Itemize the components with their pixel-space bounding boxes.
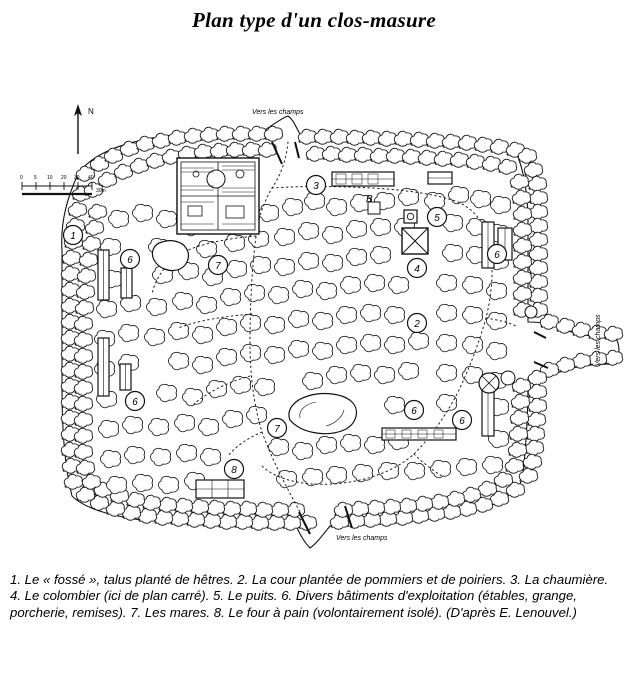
- marker-5: [428, 208, 447, 227]
- compass-label: N: [88, 107, 94, 116]
- building-north-long: [332, 172, 394, 186]
- scale-tick-4: 30: [74, 175, 80, 181]
- marker-6d-label: 6: [459, 416, 465, 427]
- plan-diagram: [0, 46, 628, 566]
- marker-3: [307, 176, 326, 195]
- pond-north: [152, 241, 188, 271]
- figure-caption: 1. Le « fossé », talus planté de hêtres. 2. La cour plantée de pommiers et de poiriers. 3. La chaumière. 4. Le colombier (ici de plan carré). 5. Le puits. 6. Divers bâtiments d'exploitation (étables, grange, porcherie, remises). 7. Les mares. 8. Le four à pain (volontairement isolé). (D'après E. Lenouvel.): [10, 572, 609, 620]
- orchard-trees: [94, 186, 510, 493]
- marker-6c: [405, 401, 424, 420]
- marker-6b: [126, 392, 145, 411]
- building-southeast: [482, 390, 494, 436]
- marker-6e: [488, 245, 507, 264]
- marker-5-label: 5: [434, 213, 440, 224]
- scale-unit-label: 30m: [96, 188, 106, 194]
- marker-7a: [209, 256, 228, 275]
- well: [404, 210, 417, 223]
- marker-4-label: 4: [414, 264, 420, 275]
- marker-6e-label: 6: [494, 250, 500, 261]
- scale-tick-5: 40: [88, 175, 94, 181]
- plan-svg: [0, 46, 628, 566]
- marker-2: [408, 314, 427, 333]
- marker-2-label: 2: [414, 319, 420, 330]
- building-north-small: [428, 172, 452, 184]
- bread-oven: [196, 480, 244, 498]
- scale-tick-1: 5: [34, 175, 37, 181]
- building-b-label: B: [366, 194, 373, 205]
- scale-tick-2: 10: [47, 175, 53, 181]
- marker-6a-label: 6: [127, 255, 133, 266]
- marker-7a-label: 7: [215, 261, 221, 272]
- marker-6c-label: 6: [411, 406, 417, 417]
- marker-6d: [453, 411, 472, 430]
- scale-tick-3: 20: [61, 175, 67, 181]
- marker-7b: [268, 419, 287, 438]
- compass: [74, 104, 94, 154]
- building-west-c: [98, 338, 109, 396]
- annotation-bottom-field: Vers les champs: [336, 535, 388, 542]
- scale-tick-0: 0: [20, 175, 23, 181]
- marker-4: [408, 259, 427, 278]
- building-south-long: [382, 428, 456, 440]
- building-chaumiere: [177, 158, 259, 234]
- dovecote: [402, 228, 428, 254]
- building-west-a: [98, 250, 109, 300]
- marker-1: [64, 226, 83, 245]
- annotation-right-field: Vers les champs: [595, 314, 602, 366]
- marker-8-label: 8: [231, 465, 237, 476]
- page-title: Plan type d'un clos-masure: [191, 8, 437, 32]
- marker-6b-label: 6: [132, 397, 138, 408]
- annotation-top-field: Vers les champs: [252, 109, 304, 116]
- hedge-gap-circles: [525, 306, 537, 318]
- marker-8: [225, 460, 244, 479]
- marker-6a: [121, 250, 140, 269]
- marker-7b-label: 7: [274, 424, 280, 435]
- marker-1-label: 1: [70, 231, 76, 242]
- building-west-b: [121, 268, 132, 298]
- pond-south: [289, 394, 356, 434]
- building-west-d: [120, 364, 131, 390]
- marker-3-label: 3: [313, 181, 319, 192]
